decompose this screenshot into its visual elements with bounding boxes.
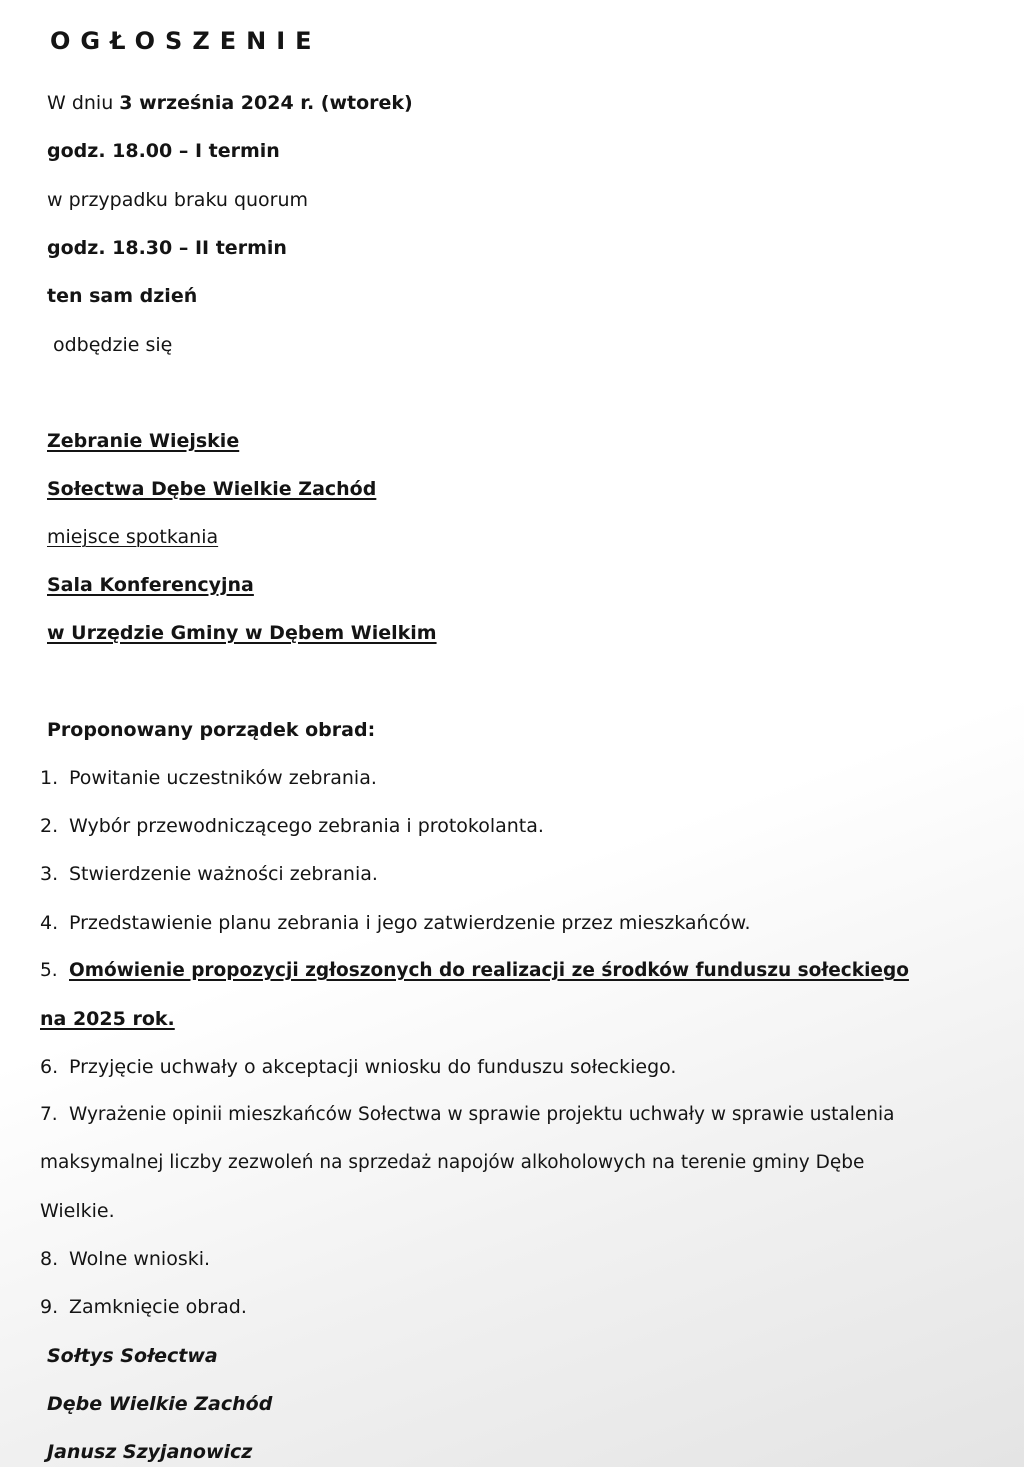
agenda-item-text: Zamknięcie obrad. (69, 1296, 247, 1318)
agenda-item-number: 2. (40, 815, 59, 837)
agenda-item-number: 3. (40, 863, 59, 885)
agenda-item (40, 1294, 247, 1320)
second-term: godz. 18.30 – II termin (47, 237, 287, 259)
signature-name: Janusz Szyjanowicz (47, 1441, 253, 1463)
agenda-item (40, 813, 544, 839)
agenda-item (40, 861, 378, 887)
agenda-heading: Proponowany porządek obrad: (47, 719, 376, 741)
agenda-item-number: 8. (40, 1248, 59, 1270)
meeting-room: Sala Konferencyjna (47, 574, 254, 596)
date-prefix: W dniu (47, 92, 120, 114)
agenda-item-number: 7. (40, 1104, 58, 1125)
will-take-place: odbędzie się (53, 334, 173, 356)
no-quorum-note: w przypadku braku quorum (47, 189, 309, 211)
meeting-building: w Urzędzie Gminy w Dębem Wielkim (47, 622, 437, 644)
agenda-item-continuation: Wielkie. (40, 1200, 115, 1222)
agenda-item-text: Powitanie uczestników zebrania. (69, 767, 377, 789)
agenda-item (40, 958, 909, 984)
agenda-item-text: Przyjęcie uchwały o akceptacji wniosku do funduszu sołeckiego. (69, 1056, 677, 1078)
agenda-item-number: 4. (40, 912, 59, 934)
agenda-item-continuation: maksymalnej liczby zezwoleń na sprzedaż napojów alkoholowych na terenie gminy Dębe (40, 1152, 865, 1173)
agenda-item-number: 1. (40, 767, 59, 789)
agenda-item-text: Przedstawienie planu zebrania i jego zatwierdzenie przez mieszkańców. (69, 912, 751, 934)
agenda-item-continuation: na 2025 rok. (40, 1008, 175, 1030)
signature-role: Sołtys Sołectwa (47, 1345, 218, 1367)
meeting-date: 3 września 2024 r. (wtorek) (119, 92, 413, 114)
meeting-name: Zebranie Wiejskie (47, 430, 240, 452)
same-day-note: ten sam dzień (47, 285, 198, 307)
agenda-item (40, 1102, 894, 1128)
meeting-village: Sołectwa Dębe Wielkie Zachód (47, 478, 377, 500)
signature-village: Dębe Wielkie Zachód (47, 1393, 273, 1415)
agenda-item-text: Omówienie propozycji zgłoszonych do realizacji ze środków funduszu sołeckiego (69, 960, 909, 981)
agenda-item (40, 910, 751, 936)
agenda-item (40, 1246, 210, 1272)
agenda-item-number: 9. (40, 1296, 59, 1318)
agenda-item-text: Wyrażenie opinii mieszkańców Sołectwa w sprawie projektu uchwały w sprawie ustalenia (69, 1104, 895, 1125)
agenda-item (40, 765, 377, 791)
place-label: miejsce spotkania (47, 526, 219, 548)
agenda-item-text: Wybór przewodniczącego zebrania i protokolanta. (69, 815, 544, 837)
agenda-item (40, 1054, 676, 1080)
meeting-date-line (47, 90, 413, 116)
agenda-item-text: Wolne wnioski. (69, 1248, 211, 1270)
agenda-item-number: 5. (40, 960, 58, 981)
document-title: OGŁOSZENIE (50, 27, 322, 55)
agenda-item-text: Stwierdzenie ważności zebrania. (69, 863, 378, 885)
first-term: godz. 18.00 – I termin (47, 140, 280, 162)
agenda-item-number: 6. (40, 1056, 59, 1078)
